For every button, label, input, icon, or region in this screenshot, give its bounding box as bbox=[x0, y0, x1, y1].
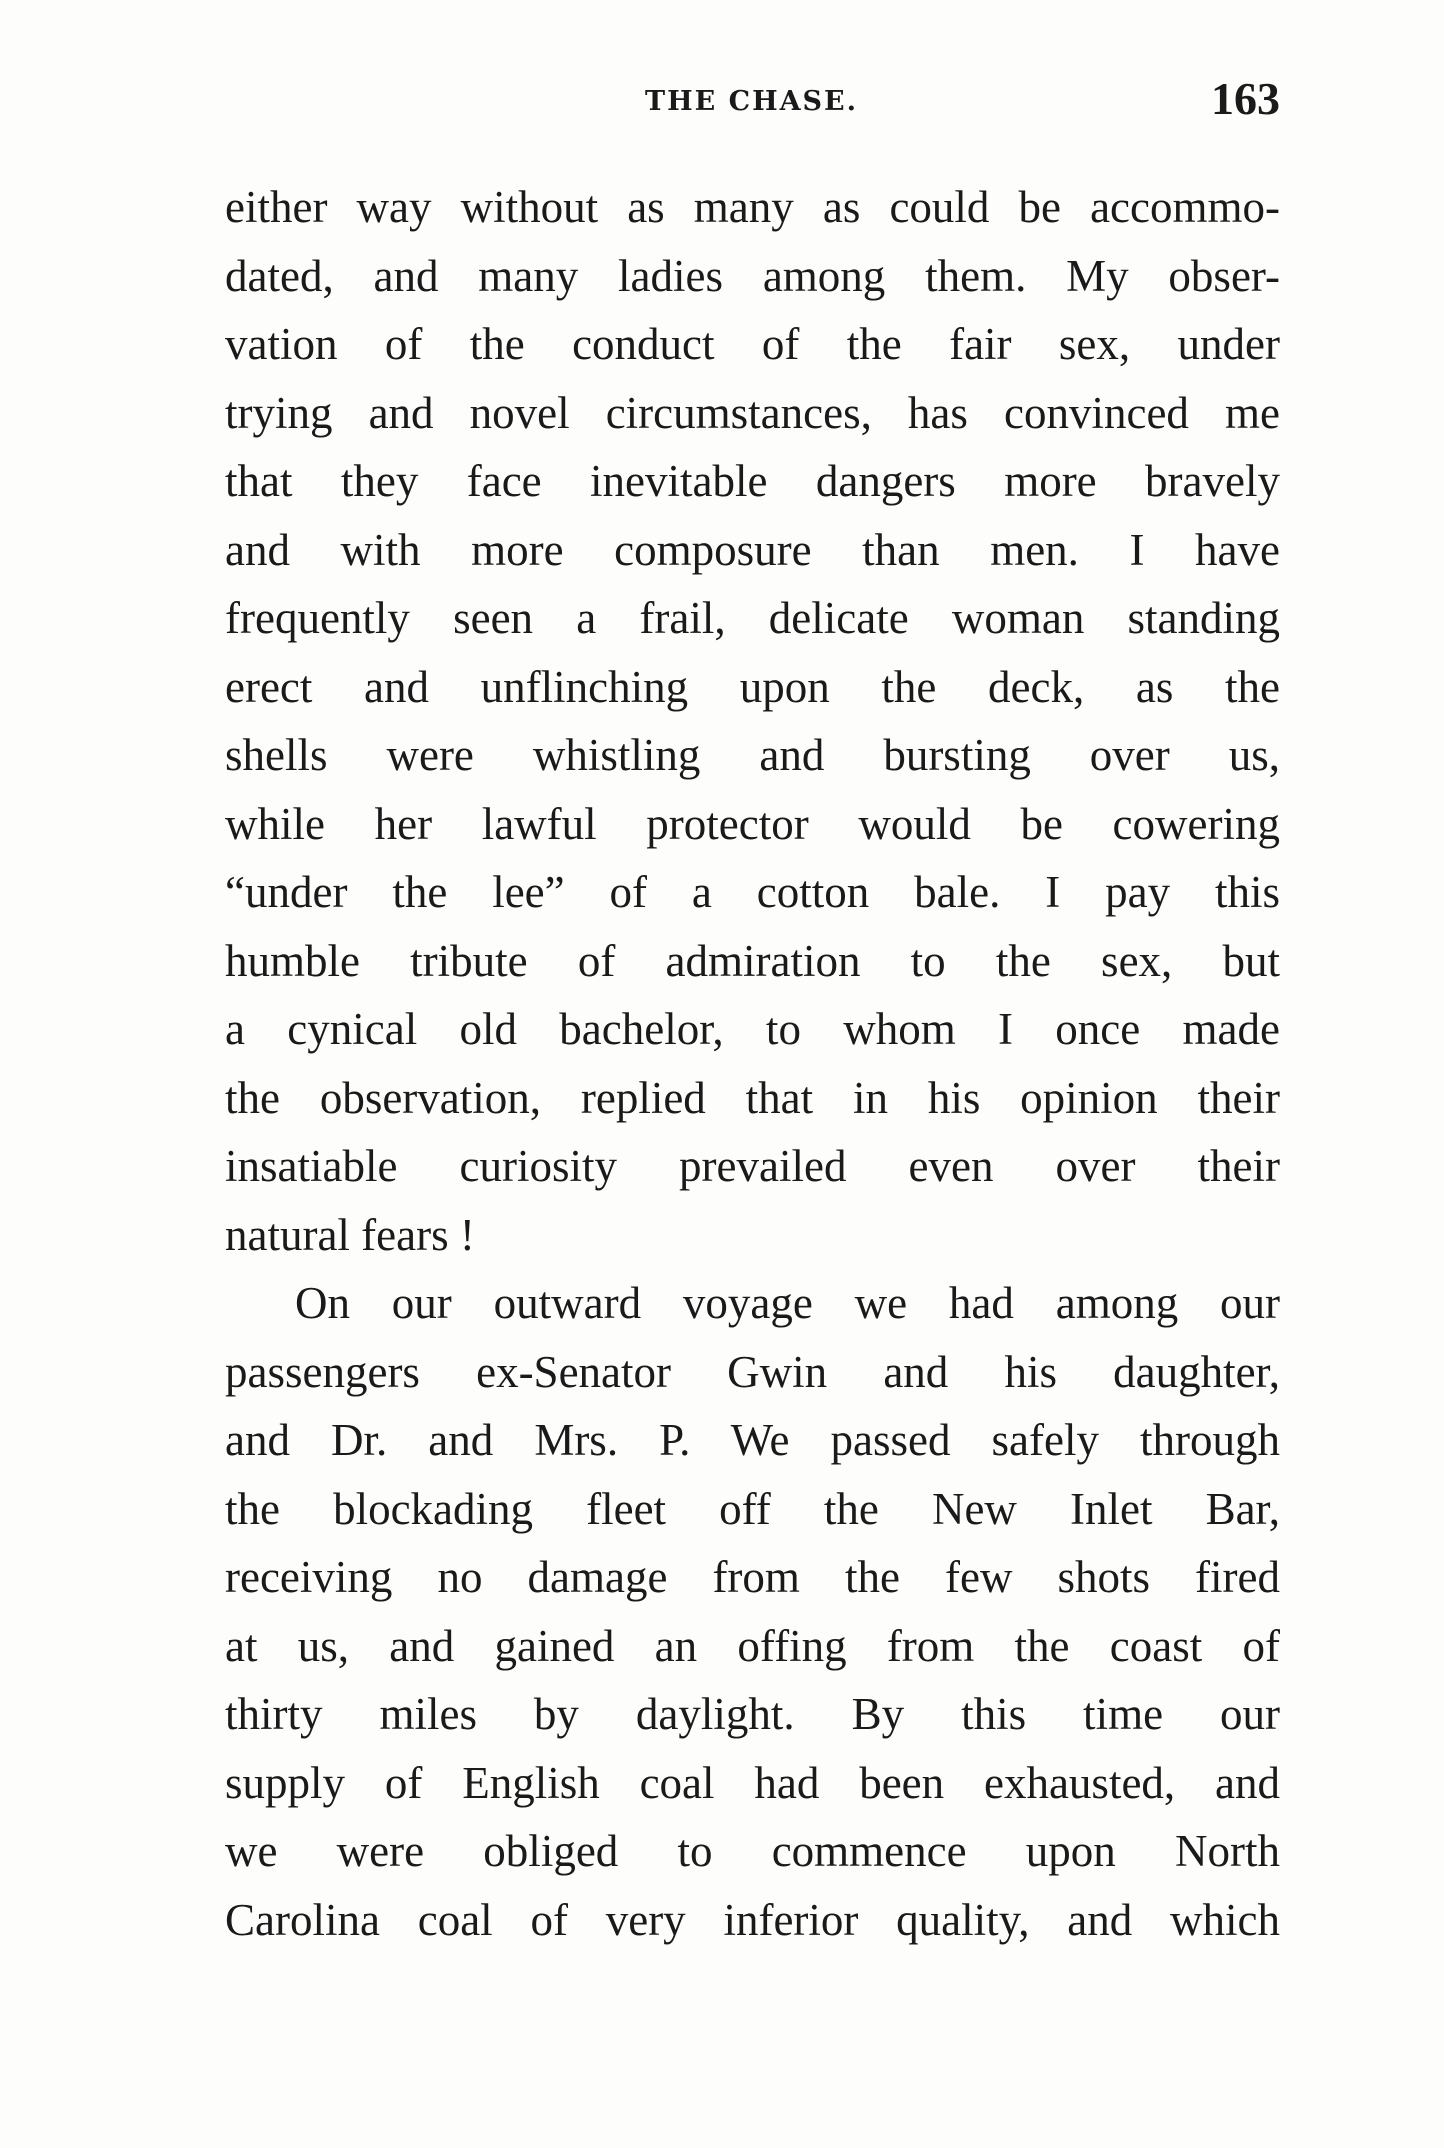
running-title: THE CHASE. bbox=[645, 86, 859, 117]
text-line: and with more composure than men. I have bbox=[225, 524, 1280, 575]
text-line: shells were whistling and bursting over us, bbox=[225, 730, 1280, 780]
text-line: we were obliged to commence upon North bbox=[225, 1826, 1280, 1876]
page-number: 163 bbox=[1211, 73, 1280, 124]
text-line: frequently seen a frail, delicate woman standing bbox=[225, 593, 1280, 643]
body-text bbox=[225, 173, 1280, 1954]
text-line: insatiable curiosity prevailed even over their bbox=[225, 1141, 1280, 1191]
text-line: supply of English coal had been exhausted, and bbox=[225, 1757, 1280, 1808]
text-line: while her lawful protector would be cowering bbox=[225, 798, 1280, 849]
text-line: that they face inevitable dangers more bravely bbox=[225, 456, 1280, 506]
text-line: erect and unflinching upon the deck, as the bbox=[225, 661, 1280, 712]
running-head bbox=[225, 72, 1280, 132]
paragraph-2 bbox=[225, 1269, 1280, 1954]
text-line: trying and novel circumstances, has convinced me bbox=[225, 387, 1280, 438]
text-line: humble tribute of admiration to the sex, but bbox=[225, 935, 1280, 986]
text-line: the blockading fleet off the New Inlet Bar, bbox=[225, 1483, 1280, 1534]
text-line: receiving no damage from the few shots fired bbox=[225, 1552, 1280, 1602]
text-line: “under the lee” of a cotton bale. I pay this bbox=[225, 867, 1280, 917]
text-line: natural fears ! bbox=[225, 1209, 475, 1260]
text-line: dated, and many ladies among them. My obser- bbox=[225, 250, 1280, 301]
text-line: either way without as many as could be accommo- bbox=[225, 182, 1280, 232]
text-line: and Dr. and Mrs. P. We passed safely through bbox=[225, 1415, 1280, 1465]
text-line: Carolina coal of very inferior quality, and which bbox=[225, 1894, 1280, 1945]
text-line: the observation, replied that in his opinion their bbox=[225, 1072, 1280, 1123]
text-line: thirty miles by daylight. By this time our bbox=[225, 1689, 1280, 1739]
text-line: On our outward voyage we had among our bbox=[295, 1278, 1280, 1328]
text-line: a cynical old bachelor, to whom I once made bbox=[225, 1004, 1280, 1054]
text-line: passengers ex-Senator Gwin and his daughter, bbox=[225, 1346, 1280, 1397]
paragraph-1 bbox=[225, 173, 1280, 1269]
text-line: at us, and gained an offing from the coast of bbox=[225, 1620, 1280, 1671]
text-line: vation of the conduct of the fair sex, under bbox=[225, 319, 1280, 369]
